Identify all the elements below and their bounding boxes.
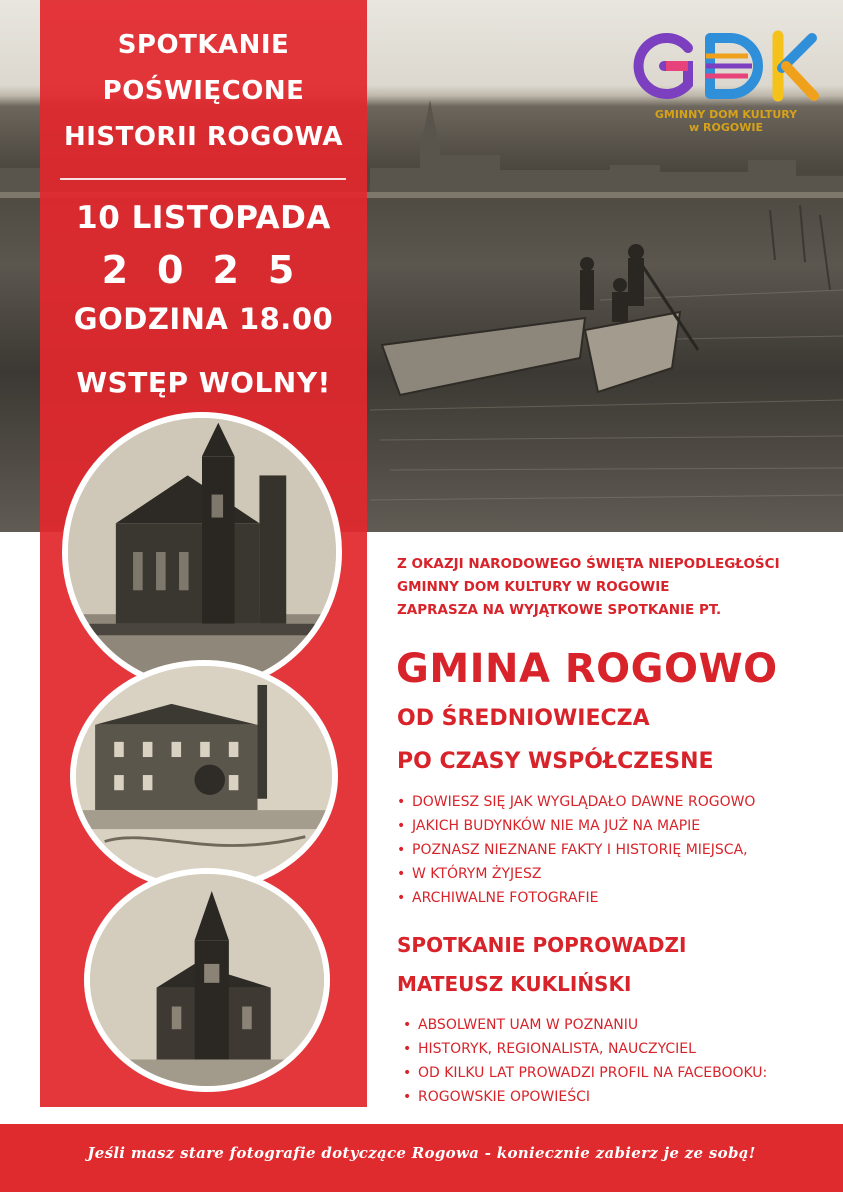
event-time: GODZINA 18.00	[73, 302, 334, 336]
church-photo	[62, 412, 342, 692]
event-date: 10 LISTOPADA	[76, 200, 331, 236]
list-item-continuation: • W KTÓRYM ŻYJESZ	[396, 862, 836, 886]
event-subtitle-2: PO CZASY WSPÓŁCZESNE	[397, 749, 714, 774]
free-entry-note: WSTĘP WOLNY!	[76, 366, 331, 399]
speaker-name: MATEUSZ KUKLIŃSKI	[397, 972, 632, 996]
facts-list	[396, 790, 836, 910]
church-tower-photo	[84, 868, 330, 1092]
footer-banner: Jeśli masz stare fotografie dotyczące Rogowa - koniecznie zabierz je ze sobą!	[0, 1124, 843, 1192]
event-year: 2025	[101, 248, 324, 292]
event-subtitle-1: OD ŚREDNIOWIECZA	[397, 706, 650, 731]
speaker-heading: SPOTKANIE POPROWADZI	[397, 933, 687, 957]
list-item: • POZNASZ NIEZNANE FAKTY I HISTORIĘ MIEJSCA,	[396, 838, 836, 862]
event-title: GMINA ROGOWO	[396, 646, 778, 692]
heading-line: SPOTKANIE	[117, 30, 290, 60]
heading-line: POŚWIĘCONE	[102, 76, 305, 106]
intro-line: ZAPRASZA NA WYJĄTKOWE SPOTKANIE PT.	[397, 602, 722, 618]
heading-divider	[60, 178, 346, 180]
intro-line: Z OKAZJI NARODOWEGO ŚWIĘTA NIEPODLEGŁOŚCI	[397, 556, 780, 572]
logo-caption	[626, 108, 826, 134]
intro-line: GMINNY DOM KULTURY W ROGOWIE	[397, 579, 670, 595]
list-item-continuation: • ROGOWSKIE OPOWIEŚCI	[402, 1085, 832, 1109]
event-heading	[40, 22, 367, 160]
old-building-photo	[70, 660, 338, 892]
intro-text	[397, 553, 780, 622]
list-item: • DOWIESZ SIĘ JAK WYGLĄDAŁO DAWNE ROGOWO	[396, 790, 836, 814]
list-item: • HISTORYK, REGIONALISTA, NAUCZYCIEL	[402, 1037, 832, 1061]
speaker-bio-list	[402, 1013, 832, 1109]
list-item: • JAKICH BUDYNKÓW NIE MA JUŻ NA MAPIE	[396, 814, 836, 838]
logo-name: GMINNY DOM KULTURY	[654, 108, 798, 121]
list-item: • OD KILKU LAT PROWADZI PROFIL NA FACEBOOKU:	[402, 1061, 832, 1085]
list-item: • ABSOLWENT UAM W POZNANIU	[402, 1013, 832, 1037]
list-item: • ARCHIWALNE FOTOGRAFIE	[396, 886, 836, 910]
logo-place: w ROGOWIE	[689, 121, 763, 134]
heading-line: HISTORII ROGOWA	[63, 122, 344, 152]
